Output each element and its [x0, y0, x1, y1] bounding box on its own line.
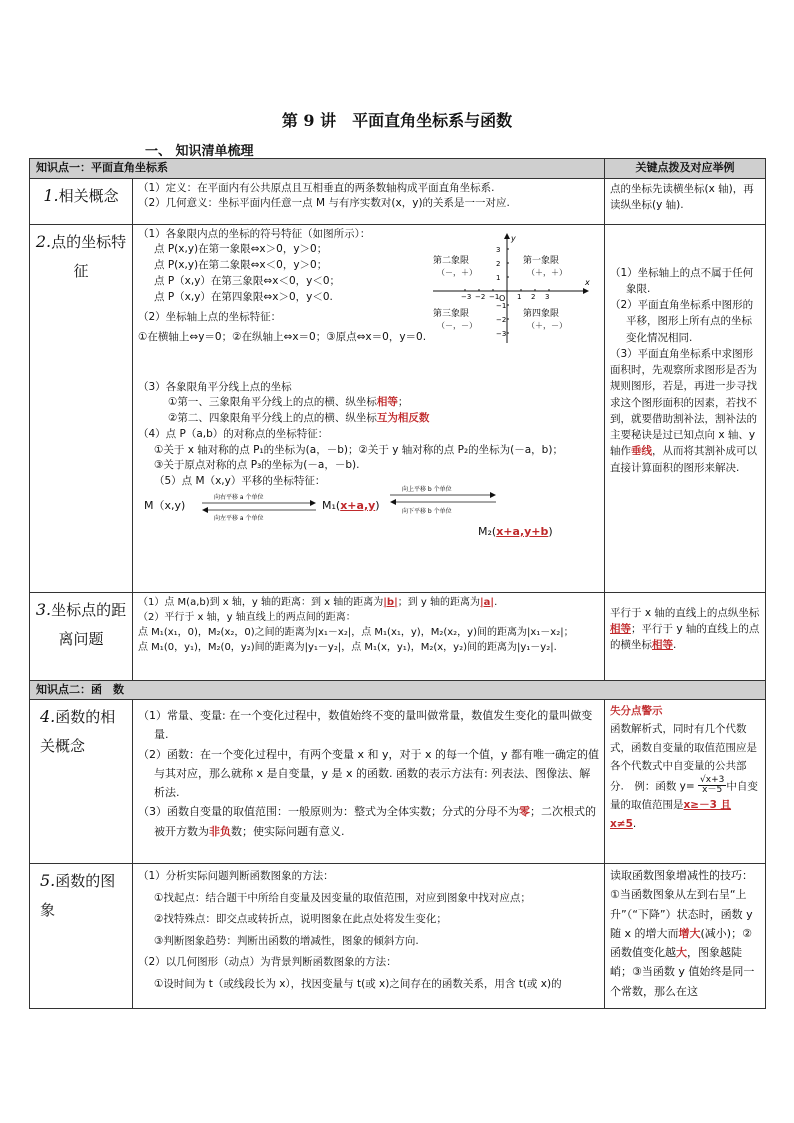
- arrow-right-head: [310, 500, 316, 506]
- text-line: ①设时间为 t（或线段长为 x），找因变量与 t(或 x)之间存在的函数关系，用含 t(或 x)的: [154, 977, 562, 990]
- quadrant-3-sign: （－，－）: [437, 320, 477, 330]
- text-line: ②找特殊点：即交点或转折点，说明图象在此点处将发生变化；: [154, 913, 447, 926]
- y-axis-label: y: [511, 233, 516, 243]
- quadrant-diagram: [423, 233, 593, 348]
- point-m2: M₂(x+a,y+b): [478, 524, 553, 538]
- x-tick-label: 3: [545, 292, 550, 301]
- row-label: 4.函数的相关概念: [30, 700, 133, 864]
- row-label: 1.相关概念: [30, 178, 133, 224]
- x-tick-label: 2: [531, 292, 536, 301]
- arrow-down-head: [390, 499, 396, 505]
- quadrant-2-sign: （－，＋）: [437, 267, 477, 277]
- text-line: ①找起点：结合题干中所给自变量及因变量的取值范围，对应到图象中找对应点；: [154, 891, 531, 904]
- row-note: 平行于 x 轴的直线上的点纵坐标相等；平行于 y 轴的直线上的点的横坐标相等.: [605, 592, 766, 680]
- row-function-graph: [30, 864, 766, 1009]
- text-line: （1）分析实际问题判断函数图象的方法：: [138, 870, 334, 882]
- arrow-up-label: 向上平移 b 个单位: [402, 485, 452, 493]
- knowledge-table: [29, 158, 766, 1009]
- quadrant-2-name: 第二象限: [433, 255, 470, 266]
- text-line: （3）各象限角平分线上点的坐标: [138, 380, 292, 393]
- text-line: （5）点 M（x,y）平移的坐标特征：: [154, 475, 326, 487]
- text-line: （1）各象限内点的坐标的符号特征（如图所示）：: [138, 227, 371, 240]
- fraction: $\frac{√x+3}{x-5}$: [700, 774, 725, 796]
- horizontal-arrows: [200, 492, 318, 522]
- x-tick-label: −2: [475, 292, 486, 301]
- translation-diagram: [138, 485, 599, 550]
- vertical-arrows: [388, 484, 498, 516]
- row-note: 点的坐标先读横坐标(x 轴)，再读纵坐标(y 轴).: [605, 178, 766, 224]
- text-line: ①第一、三象限角平分线上的点的横、纵坐标相等；: [168, 396, 409, 409]
- text-line: ③判断图象趋势：判断出函数的增减性，图象的倾斜方向.: [154, 934, 419, 947]
- text-line: （1）点 M(a,b)到 x 轴，y 轴的距离：到 x 轴的距离为|b|；到 y 轴的距离为|a|.: [138, 596, 498, 608]
- quadrant-4-sign: （＋，－）: [527, 320, 567, 330]
- note-line: （3）平面直角坐标系中求图形面积时，先观察所求图形是否为规则图形，若是，再进一步寻找求这个图形面积的因素，若找不到，就要借助割补法，割补法的主要秘诀是过已知点向 x 轴、y 轴作垂线，从而将其割补成可以直接计算面积的图形来解决.: [610, 347, 757, 474]
- x-axis-arrow: [583, 288, 589, 294]
- text-line: （2）平行于 x 轴，y 轴直线上的两点间的距离：: [138, 611, 356, 623]
- y-tick-label: −3: [496, 329, 507, 338]
- y-tick-label: 2: [496, 259, 501, 268]
- text-line: 点 P(x,y)在第一象限⇔x＞0，y＞0；: [154, 243, 328, 256]
- quadrant-1-sign: （＋，＋）: [527, 267, 567, 277]
- row-note: 读取函数图象增减性的技巧：①当函数图象从左到右呈“上升”（“下降”）状态时，函数 y 随 x 的增大而增大(减小)；②函数值变化越大，图象越陡峭；③当函数 y 值始终是同一个常数，那么在这: [605, 864, 766, 1009]
- row-content: [133, 224, 605, 592]
- text-line: 点 M₁(0，y₁)，M₂(0，y₂)间的距离为|y₁－y₂|，点 M₁(x，y₁)，M₂(x，y₂)间的距离为|y₁－y₂|.: [138, 641, 557, 653]
- quadrant-1-name: 第一象限: [523, 255, 560, 266]
- arrow-right-label: 向右平移 a 个单位: [214, 493, 264, 501]
- header-left-2: 知识点二：函 数: [30, 680, 766, 700]
- text-line: ②第二、四象限角平分线上的点的横、纵坐标互为相反数: [168, 412, 430, 424]
- row-content: [133, 178, 605, 224]
- text-line: （1）定义：在平面内有公共原点且互相垂直的两条数轴构成平面直角坐标系.: [138, 181, 495, 194]
- row-concepts: [30, 178, 766, 224]
- x-tick-label: 1: [517, 292, 522, 301]
- arrow-down-label: 向下平移 b 个单位: [402, 507, 452, 515]
- y-tick-label: −2: [496, 315, 507, 324]
- text-line: （2）几何意义：坐标平面内任意一点 M 与有序实数对(x，y)的关系是一一对应.: [138, 197, 510, 210]
- note-line: （1）坐标轴上的点不属于任何象限.: [610, 266, 754, 295]
- row-content: [133, 864, 605, 1009]
- x-tick-label: −1: [489, 292, 500, 301]
- arrow-left-head: [202, 507, 208, 513]
- arrow-left-label: 向左平移 a 个单位: [214, 514, 264, 522]
- section-heading: 一、 知识清单梳理: [145, 144, 254, 159]
- header-right: 关键点拨及对应举例: [605, 159, 766, 179]
- row-label: 3.坐标点的距离问题: [30, 592, 133, 680]
- row-distance: [30, 592, 766, 680]
- page-title: 第 9 讲 平面直角坐标系与函数: [281, 111, 513, 130]
- header-left: 知识点一：平面直角坐标系: [30, 159, 605, 179]
- text-line: 点 P(x,y)在第二象限⇔x＜0，y＞0；: [154, 259, 328, 271]
- note-line: （2）平面直角坐标系中图形的平移，图形上所有点的坐标变化情况相同.: [610, 299, 754, 344]
- text-line: 点 P（x,y）在第四象限⇔x＞0，y＜0.: [154, 290, 333, 303]
- text-line: （2）坐标轴上点的坐标特征：: [138, 311, 282, 324]
- text-line: （2）函数：在一个变化过程中，有两个变量 x 和 y，对于 x 的每一个值，y 都有唯一确定的值与其对应，那么就称 x 是自变量，y 是 x 的函数. 函数的表示方法有: 列表法、图像法、解析法.: [138, 747, 600, 799]
- row-label: 5.函数的图象: [30, 864, 133, 1009]
- row-content: [133, 592, 605, 680]
- row-content: [133, 700, 605, 864]
- text-line: （4）点 P（a,b）的对称点的坐标特征：: [138, 427, 329, 440]
- text-line: （3）函数自变量的取值范围：一般原则为：整式为全体实数；分式的分母不为零；二次根式的被开方数为非负数；使实际问题有意义.: [138, 805, 596, 838]
- y-axis-arrow: [504, 233, 510, 239]
- row-point-coords: [30, 224, 766, 592]
- row-note: [605, 224, 766, 592]
- arrow-up-head: [490, 492, 496, 498]
- text-line: ①关于 x 轴对称的点 P₁的坐标为(a，－b)；②关于 y 轴对称的点 P₂的坐标为(－a，b)；: [154, 443, 563, 456]
- x-tick-label: −3: [461, 292, 472, 301]
- text-line: 点 M₁(x₁，0)，M₂(x₂，0)之间的距离为|x₁－x₂|，点 M₁(x₁，y)，M₂(x₂，y)间的距离为|x₁－x₂|；: [138, 626, 574, 638]
- row-note: 失分点警示 函数解析式，同时有几个代数式，函数自变量的取值范围应是各个代数式中自变量的公共部分. 例：函数 y= $\frac{√x+3}{x-5}$ 中自变量的取值范围是x≥－3 且 x≠5.: [605, 700, 766, 864]
- text-line: 点 P（x,y）在第三象限⇔x＜0，y＜0；: [154, 274, 341, 287]
- header-row-2: [30, 680, 766, 700]
- text-line: ①在横轴上⇔y＝0；②在纵轴上⇔x＝0；③原点⇔x＝0，y＝0.: [138, 331, 427, 343]
- quadrant-block: [138, 227, 599, 442]
- row-function-concepts: [30, 700, 766, 864]
- quadrant-4-name: 第四象限: [523, 308, 560, 319]
- quadrant-3-name: 第三象限: [433, 308, 470, 319]
- y-tick-label: −1: [496, 301, 507, 310]
- row-label: 2.点的坐标特征: [30, 224, 133, 592]
- point-m: M（x,y): [144, 498, 186, 512]
- warning-title: 失分点警示: [610, 705, 663, 717]
- x-axis-label: x: [585, 277, 590, 287]
- y-tick-label: 1: [496, 273, 501, 282]
- origin-label: O: [499, 293, 506, 303]
- text-line: （2）以几何图形（动点）为背景判断函数图象的方法：: [138, 956, 397, 969]
- point-m1: M₁(x+a,y): [322, 498, 380, 512]
- y-tick-label: 3: [496, 245, 501, 254]
- text-line: （1）常量、变量: 在一个变化过程中，数值始终不变的量叫做常量，数值发生变化的量叫做变量.: [138, 709, 593, 742]
- header-row-1: [30, 159, 766, 179]
- text-line: ③关于原点对称的点 P₃的坐标为(－a，－b).: [154, 459, 360, 472]
